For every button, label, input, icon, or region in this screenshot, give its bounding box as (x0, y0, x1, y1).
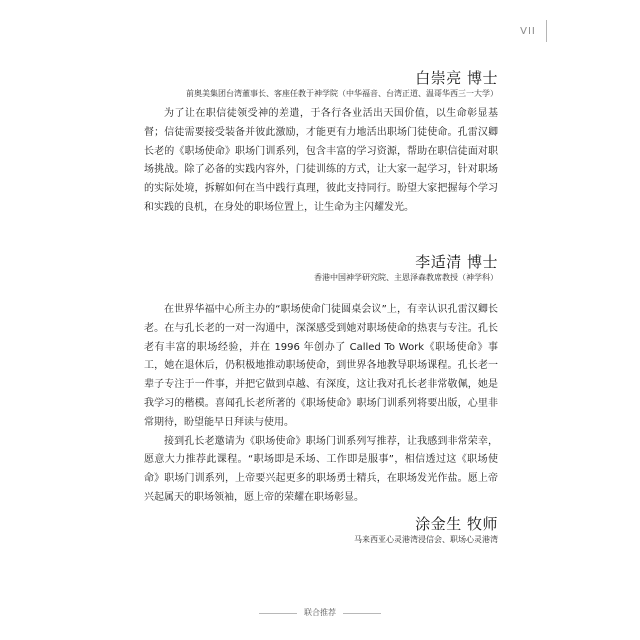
endorsement-header-2 (144, 252, 498, 284)
page-number: VII (520, 26, 536, 37)
endorser-name: 白崇亮 博士 (415, 69, 498, 87)
page-number-divider (546, 20, 547, 42)
endorsement-header-3 (144, 514, 498, 546)
footer-section-label: 联合推荐 (304, 608, 336, 617)
endorsement-body-1 (144, 105, 498, 218)
endorser-name: 李适清 博士 (415, 253, 498, 271)
footer-rule-left (259, 613, 297, 614)
footer-rule-right (343, 613, 381, 614)
endorsement-paragraph: 为了让在职信徒领受神的差遣，于各行各业活出天国价值，以生命彰显基督；信徒需要接受装备并彼此激励，才能更有力地活出职场门徒使命。孔雷汉卿长老的《职场使命》职场门训系列，包含丰富的学习资源，帮助在职信徒面对职场挑战。除了必备的实践内容外，门徒训练的方式，让大家一起学习，针对职场的实际处境，拆解如何在当中践行真理，彼此支持同行。盼望大家把握每个学习和实践的良机，在身处的职场位置上，让生命为主闪耀发光。 (144, 108, 498, 213)
page-footer (0, 606, 640, 620)
endorser-name: 涂金生 牧师 (415, 515, 498, 533)
endorsement-header-1 (144, 68, 498, 100)
endorser-title: 前奥美集团台湾董事长、客座任教于神学院（中华福音、台湾正道、温哥华西三一大学） (186, 89, 498, 98)
endorsement-body-2 (144, 301, 498, 508)
endorser-title: 马来西亚心灵港湾浸信会、职场心灵港湾 (354, 535, 498, 544)
endorsement-paragraph: 在世界华福中心所主办的“职场使命门徒圆桌会议”上，有幸认识孔雷汉卿长老。在与孔长老的一对一沟通中，深深感受到她对职场使命的热衷与专注。孔长老有丰富的职场经验，并在 1996 年创办了 Called To Work《职场使命》事工，她在退休后，仍积极地推动职场使命，到世界各地教导职场课程。孔长老一辈子专注于一件事，并把它做到卓越、有深度，这让我对孔长老非常敬佩，她是我学习的楷模。喜闻孔长老所著的《职场使命》职场门训系列将要出版，心里非常期待，盼望能早日拜读与使用。 (144, 304, 498, 428)
endorsement-paragraph: 接到孔长老邀请为《职场使命》职场门训系列写推荐，让我感到非常荣幸，愿意大力推荐此课程。“职场即是禾场、工作即是服事”，相信透过这《职场使命》职场门训系列，上帝要兴起更多的职场勇士精兵，在职场发光作盐。愿上帝兴起属天的职场领袖，愿上帝的荣耀在职场彰显。 (144, 435, 498, 503)
endorser-title: 香港中国神学研究院、主恩泽森教席教授（神学科） (314, 273, 498, 282)
